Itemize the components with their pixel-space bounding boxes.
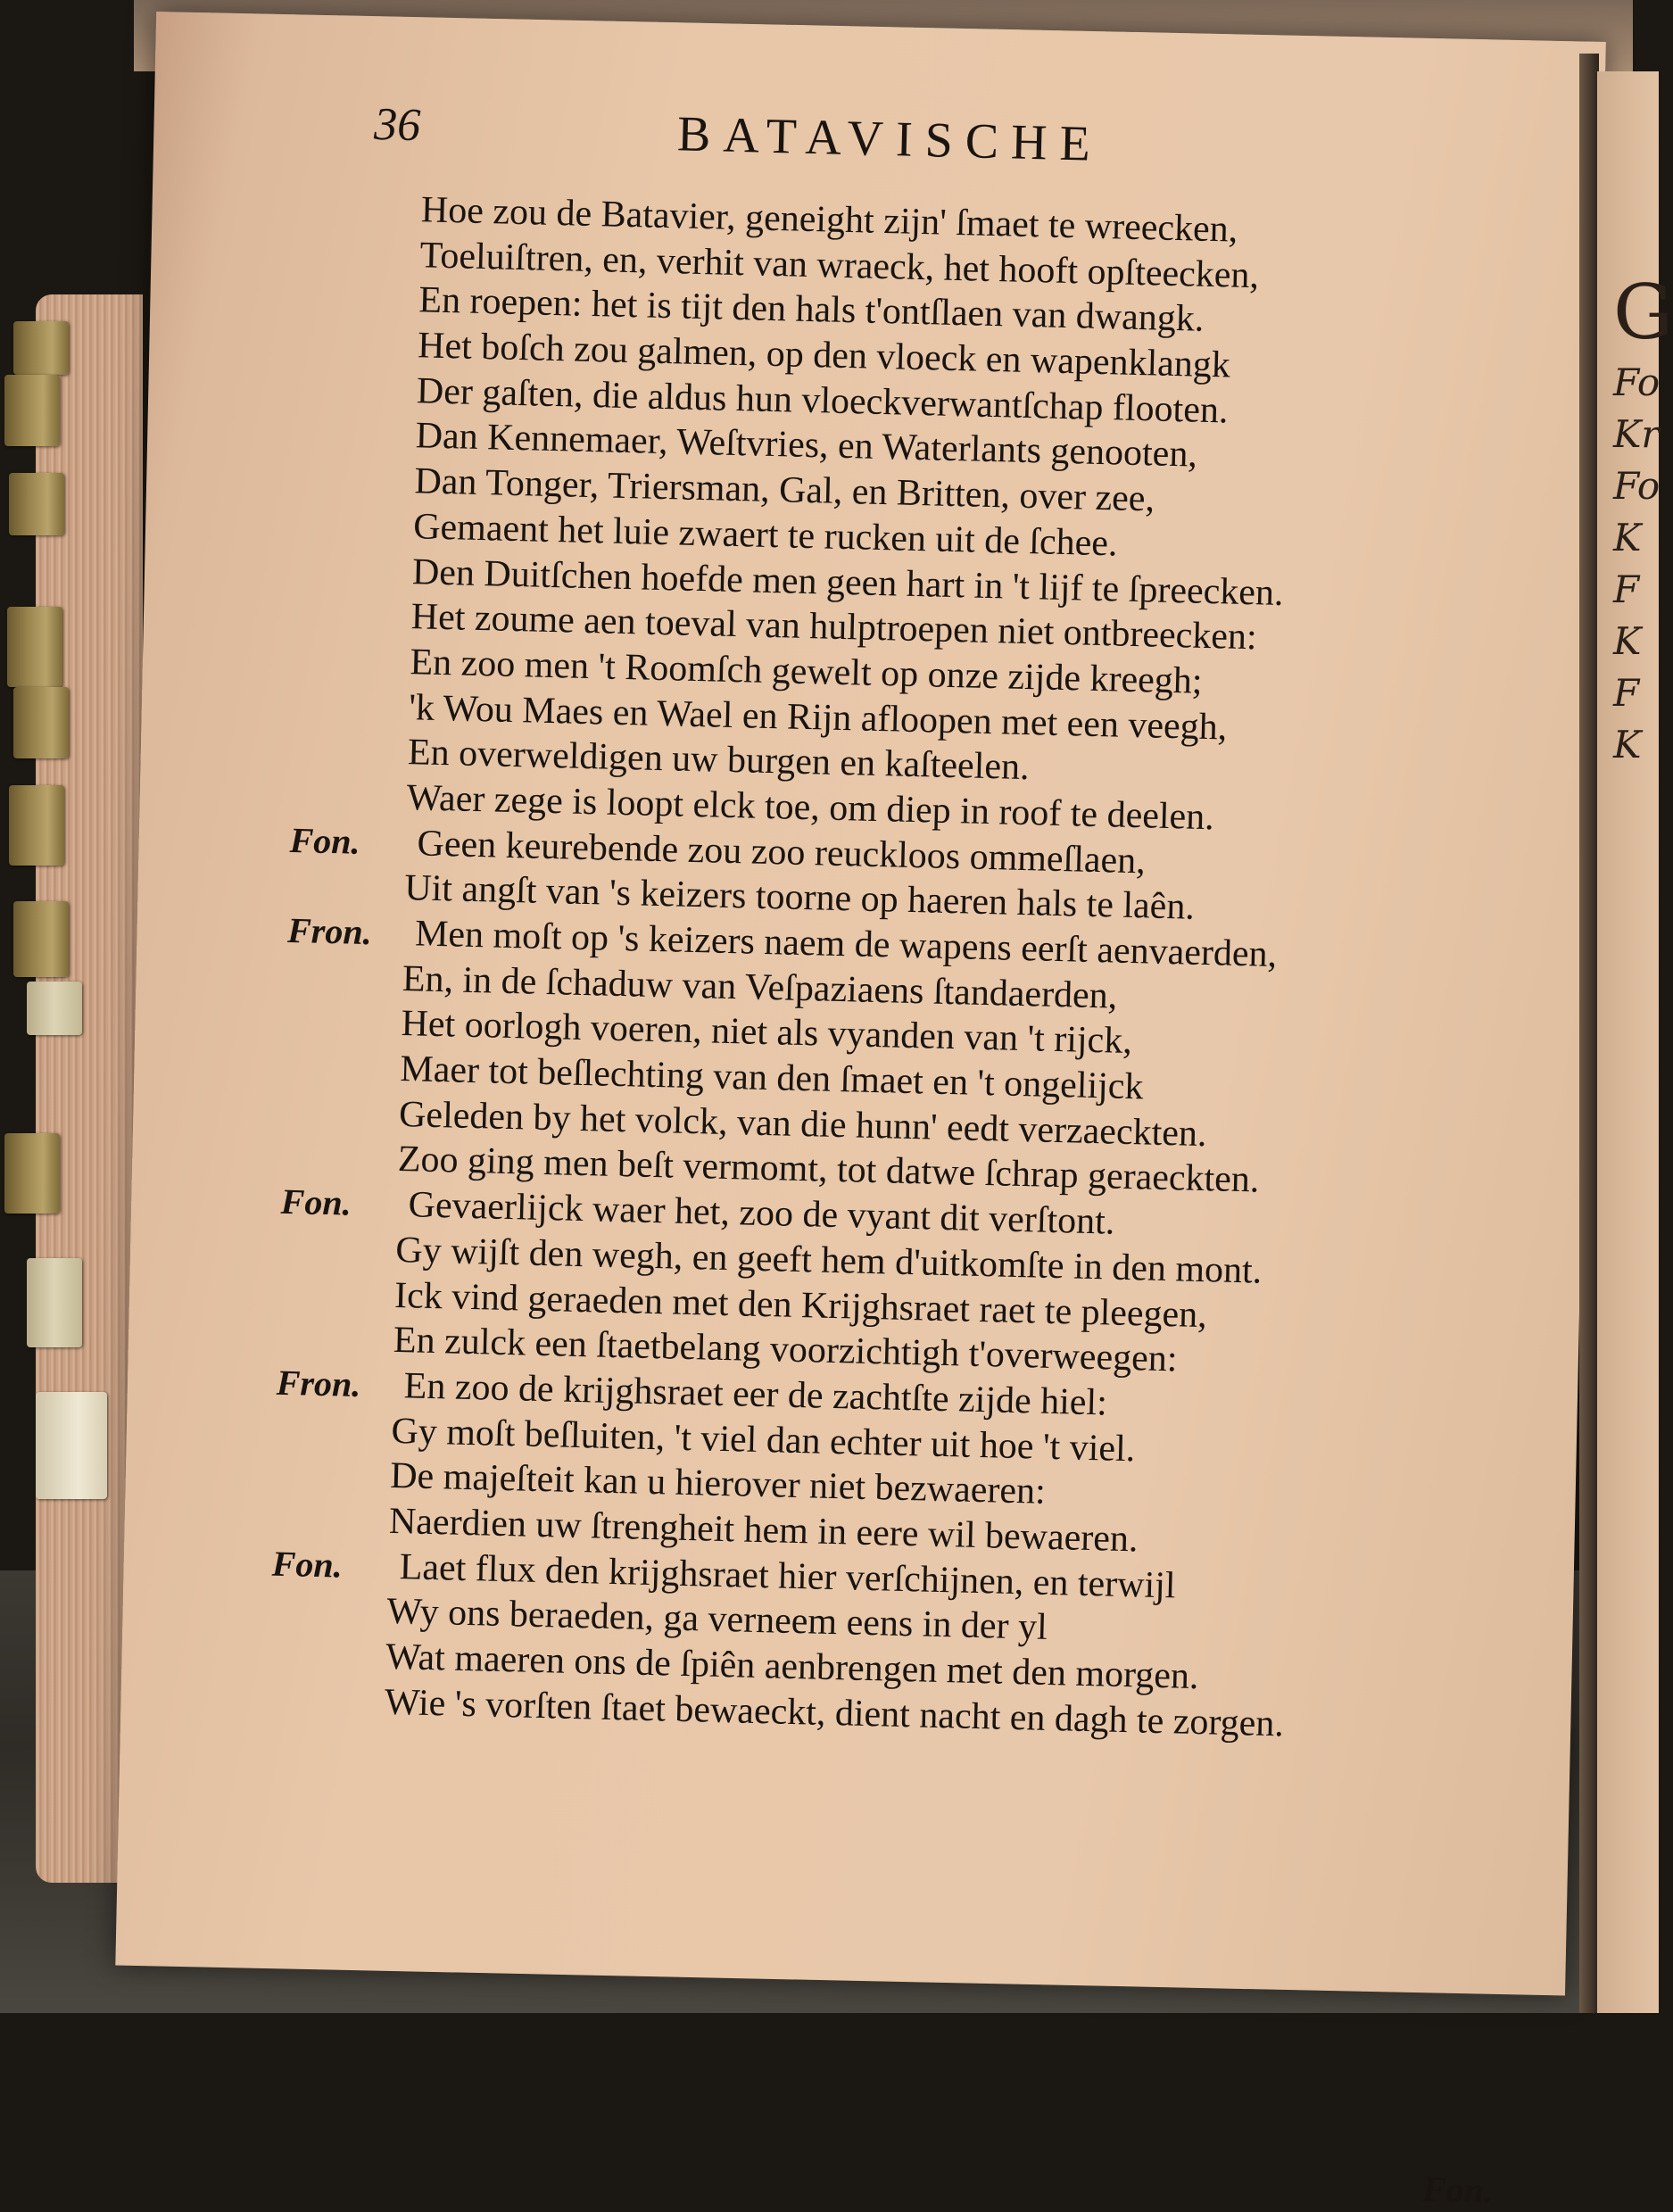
verse-text: Wat maeren ons de ſpiên aenbrengen met den morgen.: [385, 1636, 1199, 1698]
running-title: BATAVISCHE: [676, 106, 1104, 172]
verse-text: Het zoume aen toeval van hulptroepen niet ontbreecken:: [410, 596, 1258, 659]
verse-text: Ick vind geraeden met den Krijghsraet raet te pleegen,: [393, 1274, 1208, 1336]
verse-text: En roepen: het is tijt den hals t'ontſlaen van dwangk.: [418, 279, 1205, 341]
bookmark-tab: [4, 1133, 60, 1214]
verse-text: Het oorlogh voeren, niet als vyanden van 't rijck,: [401, 1003, 1133, 1063]
facing-initial: G: [1613, 269, 1673, 356]
speaker-label: Fron.: [286, 909, 373, 953]
speaker-label: Fon.: [280, 1181, 352, 1223]
verse-text: Gevaerlijck waer het, zoo de vyant dit verſtont.: [408, 1184, 1115, 1243]
verse-text: Uit angſt van 's keizers toorne op haeren hals te laên.: [403, 867, 1196, 929]
bookmark-tab: [13, 321, 69, 375]
facing-page-text: [1613, 268, 1673, 771]
verse-text: En zoo de krijghsraet eer de zachtſte zijde hiel:: [403, 1365, 1108, 1424]
bookmark-tab: [9, 785, 64, 866]
verse-text: Naerdien uw ſtrengheit hem in eere wil bewaeren.: [388, 1500, 1139, 1561]
verse-text: Gy moſt beſluiten, 't viel dan echter uit hoe 't viel.: [390, 1410, 1136, 1470]
verse-text: Gy wijſt den wegh, en geeft hem d'uitkomſte in den mont.: [394, 1229, 1263, 1292]
verse-text: En, in de ſchaduw van Veſpaziaens ſtandaerden,: [402, 957, 1118, 1017]
facing-line: Fo: [1613, 360, 1661, 404]
bookmark-tab: [13, 901, 69, 977]
catchword: Fon.: [1421, 2168, 1494, 2211]
verse-text: Zoo ging men beſt vermomt, tot datwe ſchrap geraeckten.: [397, 1139, 1260, 1202]
verse-text: Wy ons beraeden, ga verneem eens in der yl: [386, 1591, 1048, 1649]
facing-line: K: [1613, 619, 1642, 663]
facing-line: F: [1613, 671, 1640, 715]
bookmark-tab: [7, 607, 62, 687]
bookmark-tab: [13, 687, 69, 758]
verse-text: Dan Tonger, Triersman, Gal, en Britten, over zee,: [413, 460, 1155, 520]
verse-text: Wie 's vorſten ſtaet bewaeckt, dient nacht en dagh te zorgen.: [384, 1681, 1285, 1745]
bookmark-tab: [27, 1258, 82, 1347]
verse-text: Toeluiſtren, en, verhit van wraeck, het hooft opſteecken,: [419, 234, 1260, 296]
verse-text: En zoo men 't Roomſch gewelt op onze zijde kreegh;: [410, 642, 1204, 702]
facing-line: Fo: [1613, 464, 1661, 508]
verse-lines: [271, 187, 1568, 1754]
verse-text: Der gaſten, die aldus hun vloeckverwantſchap flooten.: [416, 370, 1229, 432]
verse-text: Geen keurebende zou zoo reuckloos ommeſlaen,: [417, 823, 1147, 882]
verse-text: 'k Wou Maes en Wael en Rijn afloopen met een veegh,: [408, 686, 1228, 749]
speaker-label: Fon.: [289, 819, 361, 862]
verse-text: Maer tot beſlechting van den ſmaet en 't ongelijck: [399, 1048, 1145, 1108]
verse-text: Laet flux den krijghsraet hier verſchijnen, en terwijl: [399, 1545, 1177, 1607]
facing-line: F: [1613, 567, 1640, 611]
page-number: 36: [373, 98, 421, 152]
verse-text: Den Duitſchen hoefde men geen hart in 't lijf te ſpreecken.: [411, 551, 1285, 614]
verse-text: Dan Kennemaer, Weſtvries, en Waterlants genooten,: [415, 415, 1198, 476]
book-gutter: [1579, 54, 1599, 2013]
verse-text: De majeſteit kan u hierover niet bezwaeren:: [389, 1455, 1047, 1513]
bookmark-tab: [9, 473, 64, 535]
verse-text: Het boſch zou galmen, op den vloeck en wapenklangk: [417, 325, 1231, 386]
verse-text: Hoe zou de Batavier, geneight zijn' ſmaet te wreecken,: [420, 189, 1238, 251]
bookmark-tab: [36, 1392, 107, 1499]
verse-text: Waer zege is loopt elck toe, om diep in roof te deelen.: [406, 777, 1215, 839]
verse-text: En overweldigen uw burgen en kaſteelen.: [407, 732, 1031, 789]
facing-line: K: [1613, 516, 1642, 559]
facing-line: K: [1613, 723, 1642, 766]
verse-text: Geleden by het volck, van die hunn' eedt verzaeckten.: [398, 1093, 1208, 1155]
bookmark-tab: [4, 375, 60, 446]
bookmark-tab: [27, 982, 82, 1035]
speaker-label: Fon.: [271, 1543, 344, 1586]
speaker-label: Fron.: [276, 1362, 361, 1404]
verse-text: Gemaent het luie zwaert te rucken uit de ſchee.: [412, 506, 1119, 565]
page-text: [271, 98, 1569, 2211]
facing-line: Kr: [1613, 412, 1660, 456]
verse-text: En zulck een ſtaetbelang voorzichtigh t'overweegen:: [393, 1320, 1178, 1380]
verse-text: Men moſt op 's keizers naem de wapens eerſt aenvaerden,: [414, 913, 1278, 975]
